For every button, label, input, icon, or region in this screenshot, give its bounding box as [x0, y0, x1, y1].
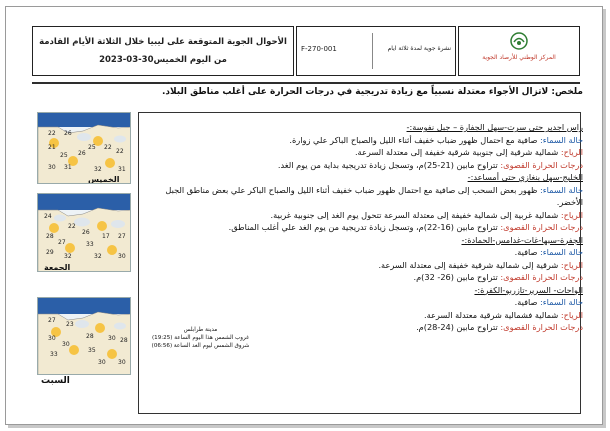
libya-map-friday — [38, 194, 131, 272]
doc-number: F-270-001 — [301, 45, 337, 53]
wind-value: شمالية شرقية إلى جنوبية شرقية خفيفة إلى معتدلة السرعة. — [354, 147, 559, 157]
city-name: مدينة طرابلس — [183, 327, 218, 333]
bulletin-title: الأحوال الجوية المتوقعة على ليبيا خلال الثلاثة الأيام القادمة — [39, 37, 287, 47]
wind-label: الرياح: — [560, 209, 583, 220]
temp-label: 30 — [108, 335, 116, 342]
temp-label: درجات الحرارة القصوى: — [500, 272, 583, 282]
temp-label: 32 — [64, 253, 72, 260]
sky-label: حالة السماء: — [540, 134, 583, 145]
title-header — [32, 26, 294, 76]
sky-value: صافية مع احتمال ظهور ضباب خفيف أثناء الليل والصباح الباكر علي زوارة. — [289, 134, 538, 145]
temp-label: درجات الحرارة القصوى: — [500, 322, 583, 332]
temp-label: 26 — [78, 150, 86, 157]
temp-label: 26 — [82, 229, 90, 236]
sky-value: ظهور بعض السحب إلى صافية مع احتمال ظهور ضباب خفيف أثناء الليل والصباح الباكر علي بعض مناطق الجبل الأخضر. — [165, 184, 583, 207]
header-divider — [32, 82, 580, 84]
temp-label: 29 — [46, 249, 54, 256]
temp-label: 28 — [46, 233, 54, 240]
sky-label: حالة السماء: — [540, 184, 583, 195]
temp-label: 30 — [48, 164, 56, 171]
temp-label: 31 — [64, 164, 72, 171]
org-name: المركز الوطني للأرصاد الجوية — [482, 54, 556, 61]
temp-value: تتراوح مابين (26- 32)م. — [413, 272, 498, 282]
temp-label: 26 — [64, 130, 72, 137]
temp-label: 24 — [44, 213, 52, 220]
temp-label: 30 — [48, 335, 56, 342]
temp-label: 25 — [88, 144, 96, 151]
meteorology-logo-icon — [509, 31, 529, 51]
temp-label: 32 — [94, 166, 102, 173]
temp-label: 28 — [120, 337, 128, 344]
temp-label: 31 — [118, 166, 126, 173]
temp-label: 33 — [50, 351, 58, 358]
wind-value: شمالية فشمالية شرقية معتدلة السرعة. — [424, 309, 559, 320]
temp-label: 25 — [60, 152, 68, 159]
doc-info-header — [296, 26, 456, 76]
temp-label: درجات الحرارة القصوى: — [500, 159, 583, 170]
wind-value: شرقية إلى شمالية شرقية خفيفة إلى معتدلة السرعة. — [378, 259, 559, 270]
region-name: راس اجدير حتى سرت-سهل الجفارة – جبل نفوسة:- — [406, 122, 583, 132]
day-name: السبت — [41, 376, 70, 386]
temp-label: 32 — [94, 253, 102, 260]
map-panel-thursday — [37, 112, 131, 184]
sky-value: صافية. — [514, 297, 538, 307]
day-name: الجمعة — [44, 263, 71, 272]
sky-value: صافية. — [514, 247, 538, 257]
temp-label: 27 — [48, 317, 56, 324]
sky-label: حالة السماء: — [540, 297, 583, 307]
wind-value: شمالية غربية إلى شمالية خفيفة إلى معتدلة السرعة تتحول يوم الغد إلى جنوبية غربية. — [270, 209, 559, 220]
temp-label: 22 — [48, 130, 56, 137]
forecast-text — [145, 121, 583, 334]
sunrise-time: شروق الشمس ليوم الغد الساعة (06:56) — [151, 343, 250, 349]
divider — [372, 33, 373, 69]
region-name: الخليج-سهل بنغازي حتى أمساعد:- — [467, 172, 583, 182]
temp-label: 21 — [48, 144, 56, 151]
day-name: الخميس — [88, 175, 120, 184]
temp-label: 35 — [88, 347, 96, 354]
sky-label: حالة السماء: — [540, 247, 583, 257]
wind-label: الرياح: — [560, 309, 583, 320]
temp-label: 27 — [58, 239, 66, 246]
temp-label: درجات الحرارة القصوى: — [500, 222, 583, 232]
temp-label: 30 — [62, 341, 70, 348]
map-panel-saturday — [37, 297, 131, 375]
temp-label: 30 — [118, 359, 126, 366]
temp-value: تتراوح مابين (21-25)م، وتسجل زيادة تدريجية بداية من يوم الغد. — [277, 159, 498, 170]
temp-label: 17 — [102, 233, 110, 240]
temp-label: 22 — [68, 223, 76, 230]
temp-label: 23 — [66, 321, 74, 328]
temp-label: 28 — [86, 333, 94, 340]
temp-label: 30 — [118, 253, 126, 260]
day-label-row — [37, 375, 131, 389]
libya-map-thursday — [38, 113, 131, 184]
org-header — [458, 26, 580, 76]
bulletin-date: من اليوم الخميس30-03-2023 — [99, 55, 227, 65]
map-panel-friday — [37, 193, 131, 272]
temp-label: 22 — [104, 144, 112, 151]
summary: ملخص: لاتزال الأجواء معتدلة نسبياً مع زيادة تدريجية في درجات الحرارة على أغلب مناطق البلاد. — [161, 87, 583, 97]
wind-label: الرياح: — [560, 147, 583, 157]
region-name: الجفرة-سبها-غات-غدامس-الحمادة:- — [461, 234, 583, 245]
temp-label: 22 — [116, 148, 124, 155]
wind-label: الرياح: — [560, 259, 583, 270]
sunset-time: غروب الشمس هذا اليوم الساعة (19:25) — [151, 335, 249, 341]
sun-times — [143, 326, 258, 366]
temp-label: 30 — [98, 359, 106, 366]
libya-map-saturday — [38, 298, 131, 375]
temp-label: 33 — [86, 241, 94, 248]
temp-value: تتراوح مابين (24-28)م. — [416, 322, 498, 332]
temp-label: 27 — [118, 233, 126, 240]
region-name: الواحات- السرير-تازربو-الكفرة:- — [474, 284, 583, 295]
doc-name: نشرة جوية لمدة ثلاثة ايام — [387, 45, 451, 52]
temp-value: تتراوح مابين (16-22)م، وتسجل زيادة تدريجية من يوم الغد علي أغلب المناطق. — [228, 222, 498, 232]
